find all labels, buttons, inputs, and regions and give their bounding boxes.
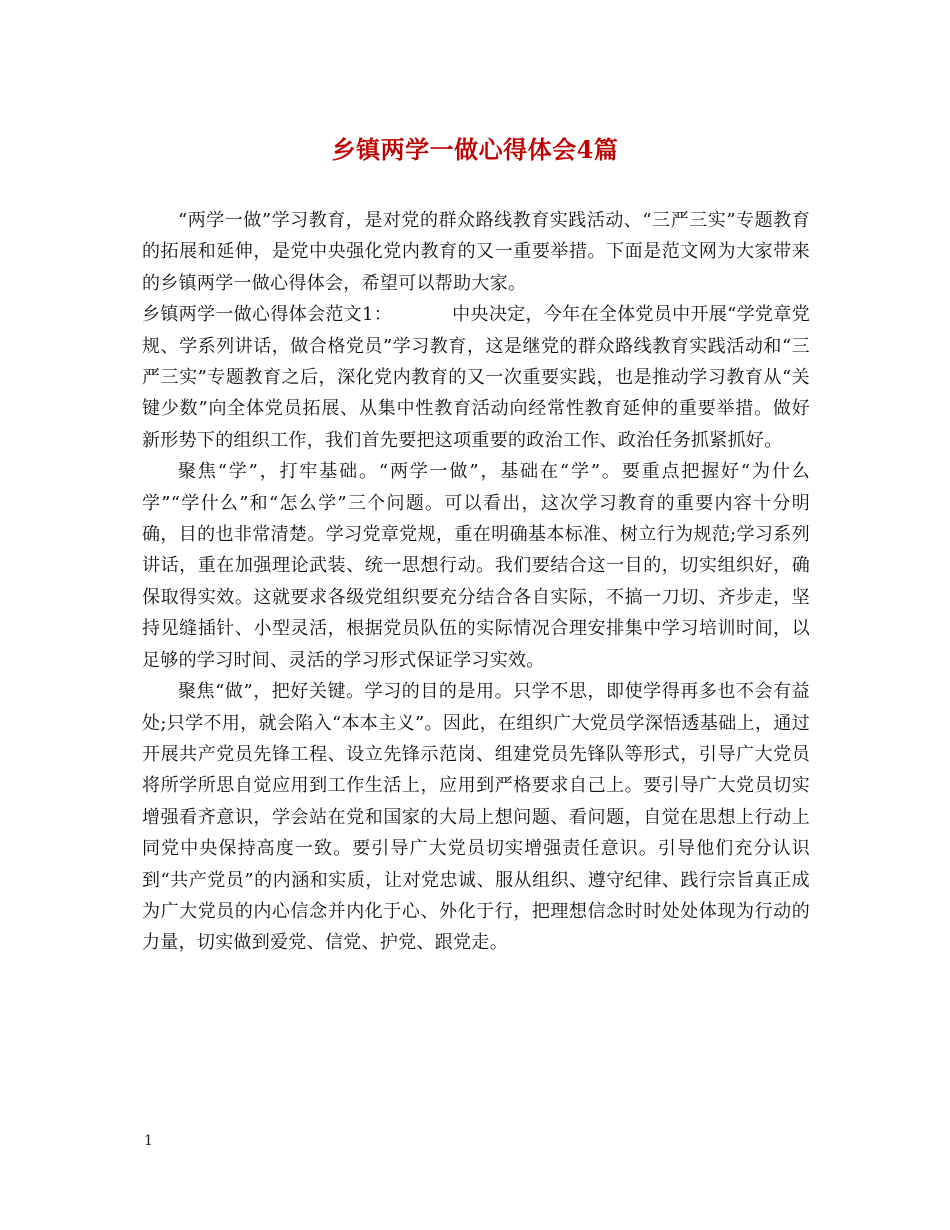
document-body	[142, 205, 810, 959]
paragraph-do: 聚焦“做”，把好关键。学习的目的是用。只学不思，即使学得再多也不会有益处;只学不用，就会陷入“本本主义”。因此，在组织广大党员学深悟透基础上，通过开展共产党员先锋工程、设立先锋示范岗、组建党员先锋队等形式，引导广大党员将所学所思自觉应用到工作生活上，应用到严格要求自己上。要引导广大党员切实增强看齐意识，学会站在党和国家的大局上想问题、看问题，自觉在思想上行动上同党中央保持高度一致。要引导广大党员切实增强责任意识。引导他们充分认识到“共产党员”的内涵和实质，让对党忠诚、服从组织、遵守纪律、践行宗旨真正成为广大党员的内心信念并内化于心、外化于行，把理想信念时时处处体现为行动的力量，切实做到爱党、信党、护党、跟党走。	[142, 681, 810, 954]
intro-paragraph: “两学一做”学习教育，是对党的群众路线教育实践活动、“三严三实”专题教育的拓展和延伸，是党中央强化党内教育的又一重要举措。下面是范文网为大家带来的乡镇两学一做心得体会，希望可以帮助大家。	[142, 210, 810, 294]
section1-paragraph	[142, 299, 810, 456]
section1-text: 中央决定，今年在全体党员中开展“学党章党规、学系列讲话，做合格党员”学习教育，这是继党的群众路线教育实践活动和“三严三实”专题教育之后，深化党内教育的又一次重要实践，也是推动学习教育从“关键少数”向全体党员拓展、从集中性教育活动向经常性教育延伸的重要举措。做好新形势下的组织工作，我们首先要把这项重要的政治工作、政治任务抓紧抓好。	[142, 304, 810, 451]
document-title: 乡镇两学一做心得体会4篇	[331, 135, 619, 164]
section1-label: 乡镇两学一做心得体会范文1：	[142, 304, 393, 326]
page-number: 1	[144, 1133, 153, 1149]
paragraph-learn: 聚焦“学”，打牢基础。“两学一做”，基础在“学”。要重点把握好“为什么学”“学什么”和“怎么学”三个问题。可以看出，这次学习教育的重要内容十分明确，目的也非常清楚。学习党章党规，重在明确基本标准、树立行为规范;学习系列讲话，重在加强理论武装、统一思想行动。我们要结合这一目的，切实组织好，确保取得实效。这就要求各级党组织要充分结合各自实际，不搞一刀切、齐步走，坚持见缝插针、小型灵活，根据党员队伍的实际情况合理安排集中学习培训时间，以足够的学习时间、灵活的学习形式保证学习实效。	[142, 461, 810, 671]
